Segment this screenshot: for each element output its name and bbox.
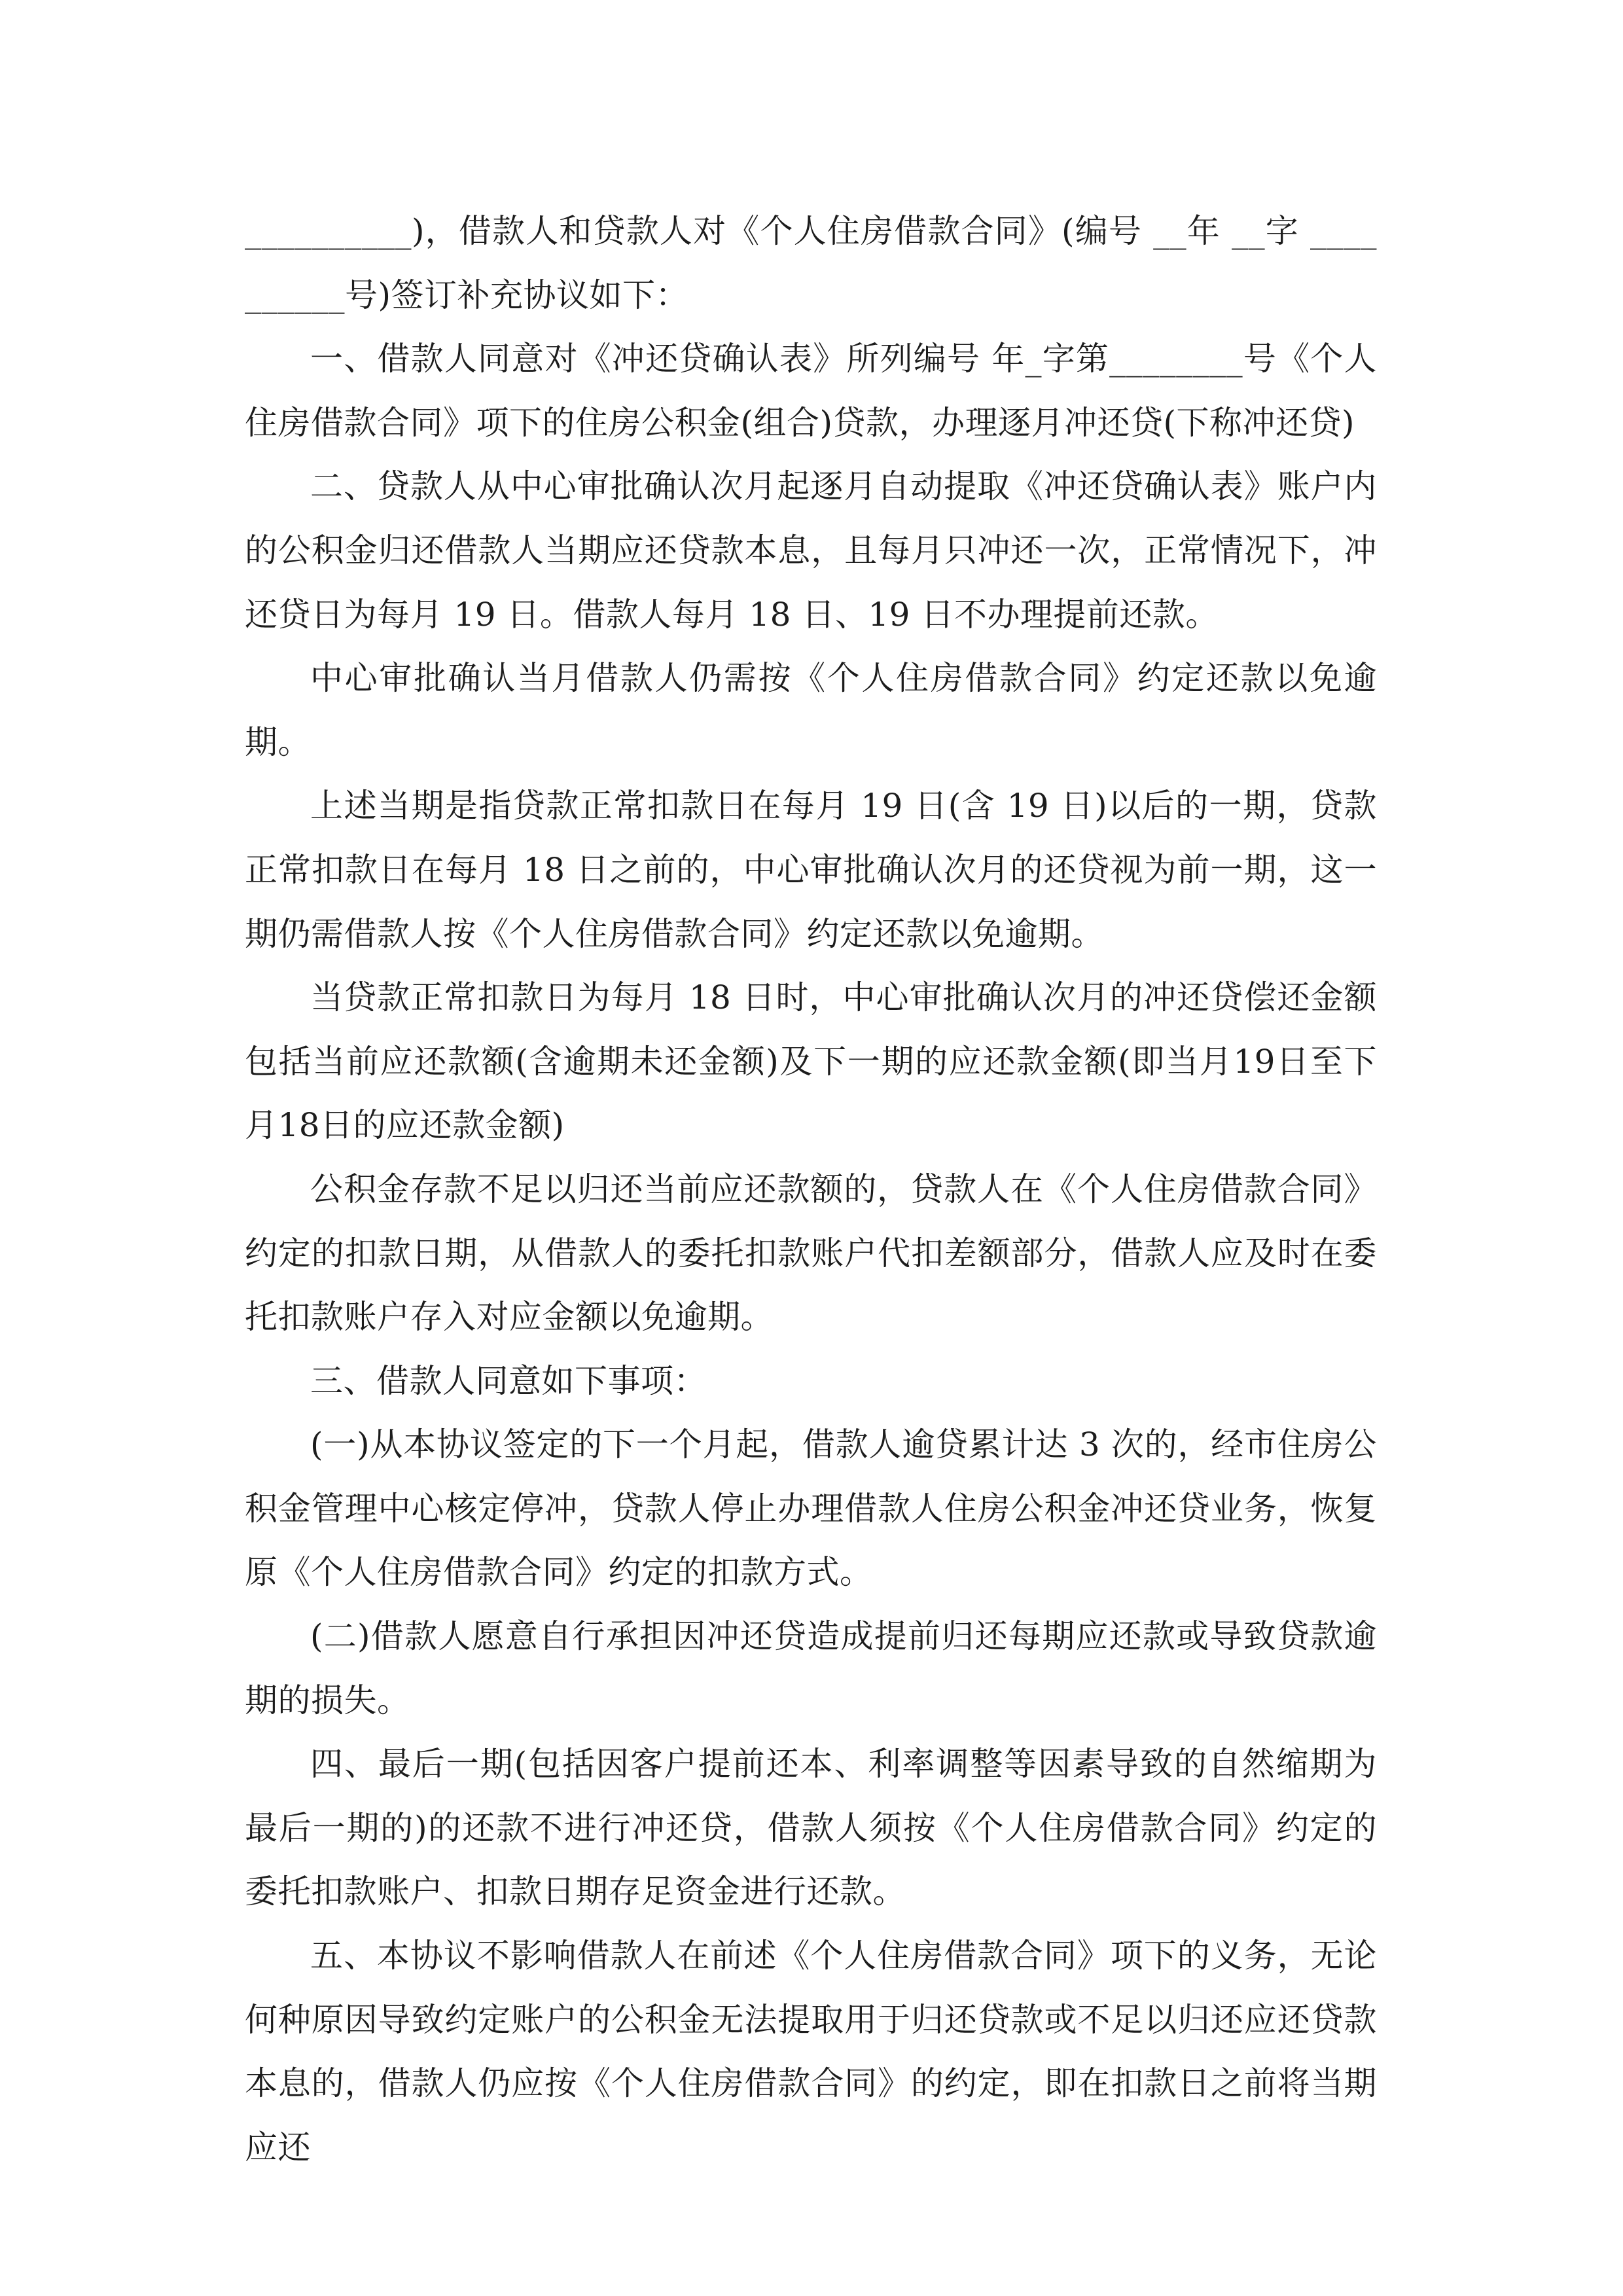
paragraph-clause-3-item-1: (一)从本协议签定的下一个月起，借款人逾贷累计达 3 次的，经市住房公积金管理中心核定停冲，贷款人停止办理借款人住房公积金冲还贷业务，恢复原《个人住房借款合同》约定的扣款方式。 — [245, 1426, 1377, 1592]
document-body — [245, 200, 1377, 2179]
paragraph-clause-3-heading: 三、借款人同意如下事项： — [310, 1361, 707, 1400]
paragraph-clause-2: 二、贷款人从中心审批确认次月起逐月自动提取《冲还贷确认表》账户内的公积金归还借款人当期应还贷款本息，且每月只冲还一次，正常情况下，冲还贷日为每月 19 日。借款人每月 18 日、19 日不办理提前还款。 — [245, 467, 1377, 634]
paragraph-clause-4: 四、最后一期(包括因客户提前还本、利率调整等因素导致的自然缩期为最后一期的)的还款不进行冲还贷，借款人须按《个人住房借款合同》约定的委托扣款账户、扣款日期存足资金进行还款。 — [245, 1745, 1377, 1911]
paragraph-clause-2-current-period: 上述当期是指贷款正常扣款日在每月 19 日(含 19 日)以后的一期，贷款正常扣款日在每月 18 日之前的，中心审批确认次月的还贷视为前一期，这一期仍需借款人按《个人住房借款合同》约定还款以免逾期。 — [245, 787, 1377, 953]
paragraph-clause-5: 五、本协议不影响借款人在前述《个人住房借款合同》项下的义务，无论何种原因导致约定账户的公积金无法提取用于归还贷款或不足以归还应还贷款本息的，借款人仍应按《个人住房借款合同》的约定，即在扣款日之前将当期应还 — [245, 1937, 1377, 2166]
paragraph-clause-2-day-18: 当贷款正常扣款日为每月 18 日时，中心审批确认次月的冲还贷偿还金额包括当前应还款额(含逾期未还金额)及下一期的应还款金额(即当月19日至下月18日的应还款金额) — [245, 978, 1377, 1145]
paragraph-contract-reference: __________)，借款人和贷款人对《个人住房借款合同》(编号 __年 __字 __________号)签订补充协议如下： — [245, 212, 1377, 314]
paragraph-clause-3-item-2: (二)借款人愿意自行承担因冲还贷造成提前归还每期应还款或导致贷款逾期的损失。 — [245, 1617, 1377, 1719]
paragraph-clause-1: 一、借款人同意对《冲还贷确认表》所列编号 年_字第________号《个人住房借款合同》项下的住房公积金(组合)贷款，办理逐月冲还贷(下称冲还贷) — [245, 340, 1377, 442]
paragraph-clause-2-shortfall: 公积金存款不足以归还当前应还款额的，贷款人在《个人住房借款合同》约定的扣款日期，从借款人的委托扣款账户代扣差额部分，借款人应及时在委托扣款账户存入对应金额以免逾期。 — [245, 1170, 1377, 1336]
paragraph-clause-2-approval-month: 中心审批确认当月借款人仍需按《个人住房借款合同》约定还款以免逾期。 — [245, 659, 1377, 761]
